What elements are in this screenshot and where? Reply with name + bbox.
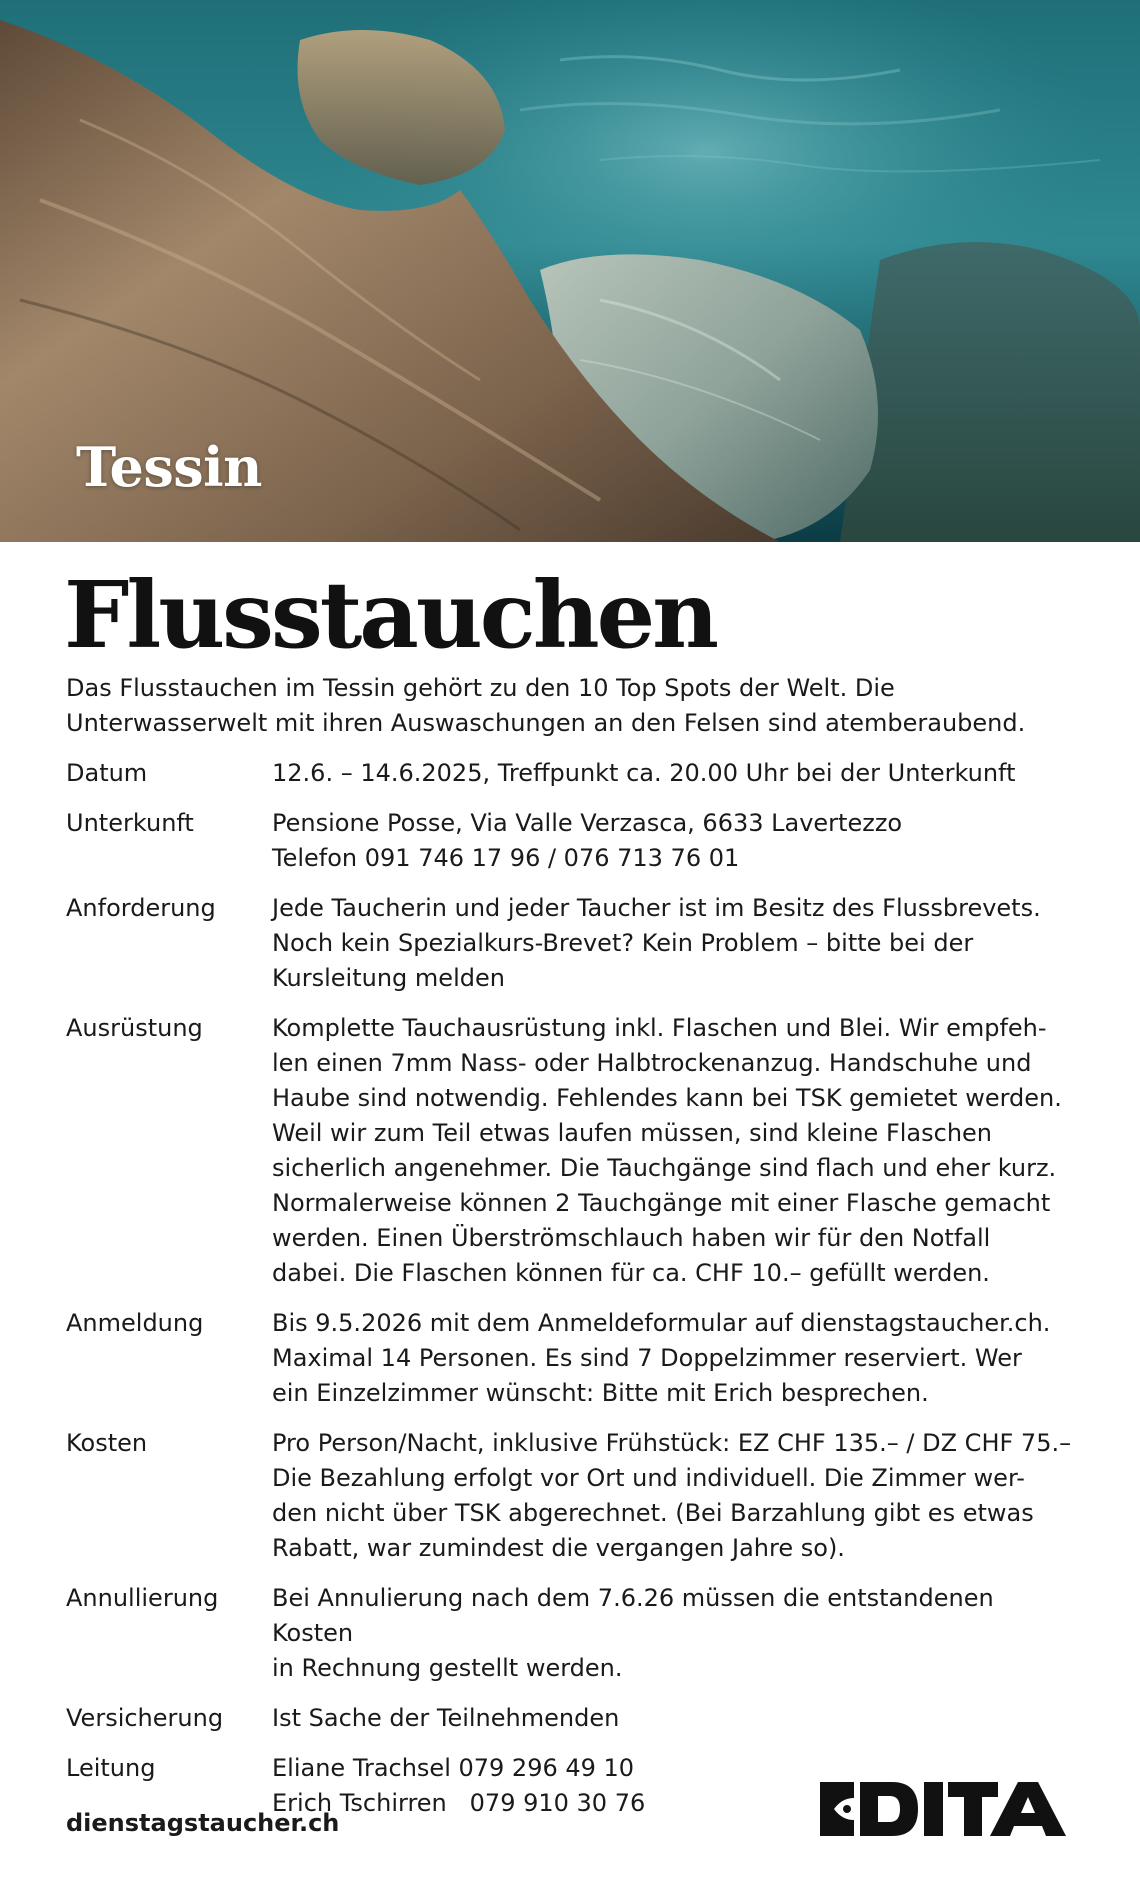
detail-value — [272, 1581, 1076, 1686]
detail-label: Kosten — [66, 1429, 148, 1457]
details-list — [66, 756, 1076, 1836]
detail-value-line: Komplette Tauchausrüstung inkl. Flaschen und Blei. Wir empfeh- — [272, 1014, 1047, 1042]
intro-text: Das Flusstauchen im Tessin gehört zu den 10 Top Spots der Welt. Die Unterwasserwelt mit ihren Auswaschungen an den Felsen sind atemberaubend. — [66, 674, 1026, 737]
detail-value — [272, 1011, 1076, 1291]
page-title: Flusstauchen — [64, 561, 717, 669]
detail-value-line: Ist Sache der Teilnehmenden — [272, 1704, 620, 1732]
detail-row — [66, 806, 1076, 876]
detail-label: Anforderung — [66, 894, 216, 922]
detail-value-line: werden. Einen Überströmschlauch haben wir für den Notfall — [272, 1224, 991, 1252]
detail-value-line: dabei. Die Flaschen können für ca. CHF 10.– gefüllt werden. — [272, 1259, 990, 1287]
detail-row — [66, 891, 1076, 996]
detail-label: Ausrüstung — [66, 1014, 203, 1042]
detail-label: Datum — [66, 759, 148, 787]
detail-value-line: sicherlich angenehmer. Die Tauchgänge sind flach und eher kurz. — [272, 1154, 1057, 1182]
detail-value-line: Pensione Posse, Via Valle Verzasca, 6633 Lavertezzo — [272, 809, 903, 837]
detail-value-line: len einen 7mm Nass- oder Halbtrockenanzug. Handschuhe und — [272, 1049, 1032, 1077]
detail-value-line: den nicht über TSK abgerechnet. (Bei Barzahlung gibt es etwas — [272, 1499, 1034, 1527]
detail-value-line: in Rechnung gestellt werden. — [272, 1654, 623, 1682]
detail-value-line: ein Einzelzimmer wünscht: Bitte mit Erich besprechen. — [272, 1379, 929, 1407]
detail-value-line: Telefon 091 746 17 96 / 076 713 76 01 — [272, 844, 740, 872]
detail-value-line: Rabatt, war zumindest die vergangen Jahre so). — [272, 1534, 845, 1562]
detail-row — [66, 1581, 1076, 1686]
detail-value — [272, 806, 1076, 876]
detail-value — [272, 1306, 1076, 1411]
detail-value-line: 12.6. – 14.6.2025, Treffpunkt ca. 20.00 Uhr bei der Unterkunft — [272, 759, 1016, 787]
hero-photo — [0, 0, 1140, 542]
detail-label: Anmeldung — [66, 1309, 204, 1337]
website-link[interactable]: dienstagstaucher.ch — [66, 1809, 340, 1837]
detail-value-line: Erich Tschirren 079 910 30 76 — [272, 1789, 646, 1817]
detail-value — [272, 1426, 1076, 1566]
detail-value-line: Noch kein Spezialkurs-Brevet? Kein Problem – bitte bei der — [272, 929, 974, 957]
detail-value-line: Eliane Trachsel 079 296 49 10 — [272, 1754, 635, 1782]
detail-value — [272, 1701, 1076, 1736]
detail-value-line: Die Bezahlung erfolgt vor Ort und individuell. Die Zimmer wer- — [272, 1464, 1025, 1492]
detail-label: Leitung — [66, 1754, 156, 1782]
detail-row — [66, 1306, 1076, 1411]
detail-value-line: Maximal 14 Personen. Es sind 7 Doppelzimmer reserviert. Wer — [272, 1344, 1022, 1372]
dita-logo — [820, 1780, 1076, 1838]
detail-row — [66, 1701, 1076, 1736]
detail-value-line: Bei Annulierung nach dem 7.6.26 müssen die entstandenen Kosten — [272, 1584, 994, 1647]
detail-value — [272, 891, 1076, 996]
detail-value-line: Weil wir zum Teil etwas laufen müssen, sind kleine Flaschen — [272, 1119, 993, 1147]
detail-value-line: Kursleitung melden — [272, 964, 505, 992]
region-label: Tessin — [76, 435, 262, 499]
detail-label: Annullierung — [66, 1584, 219, 1612]
detail-label: Unterkunft — [66, 809, 194, 837]
detail-row — [66, 1011, 1076, 1291]
detail-value-line: Jede Taucherin und jeder Taucher ist im Besitz des Flussbrevets. — [272, 894, 1041, 922]
detail-row — [66, 1426, 1076, 1566]
detail-value-line: Haube sind notwendig. Fehlendes kann bei TSK gemietet werden. — [272, 1084, 1062, 1112]
detail-label: Versicherung — [66, 1704, 224, 1732]
detail-value — [272, 756, 1076, 791]
detail-row — [66, 756, 1076, 791]
detail-value-line: Normalerweise können 2 Tauchgänge mit einer Flasche gemacht — [272, 1189, 1051, 1217]
detail-value-line: Bis 9.5.2026 mit dem Anmeldeformular auf dienstagstaucher.ch. — [272, 1309, 1051, 1337]
detail-value-line: Pro Person/Nacht, inklusive Frühstück: EZ CHF 135.– / DZ CHF 75.– — [272, 1429, 1072, 1457]
